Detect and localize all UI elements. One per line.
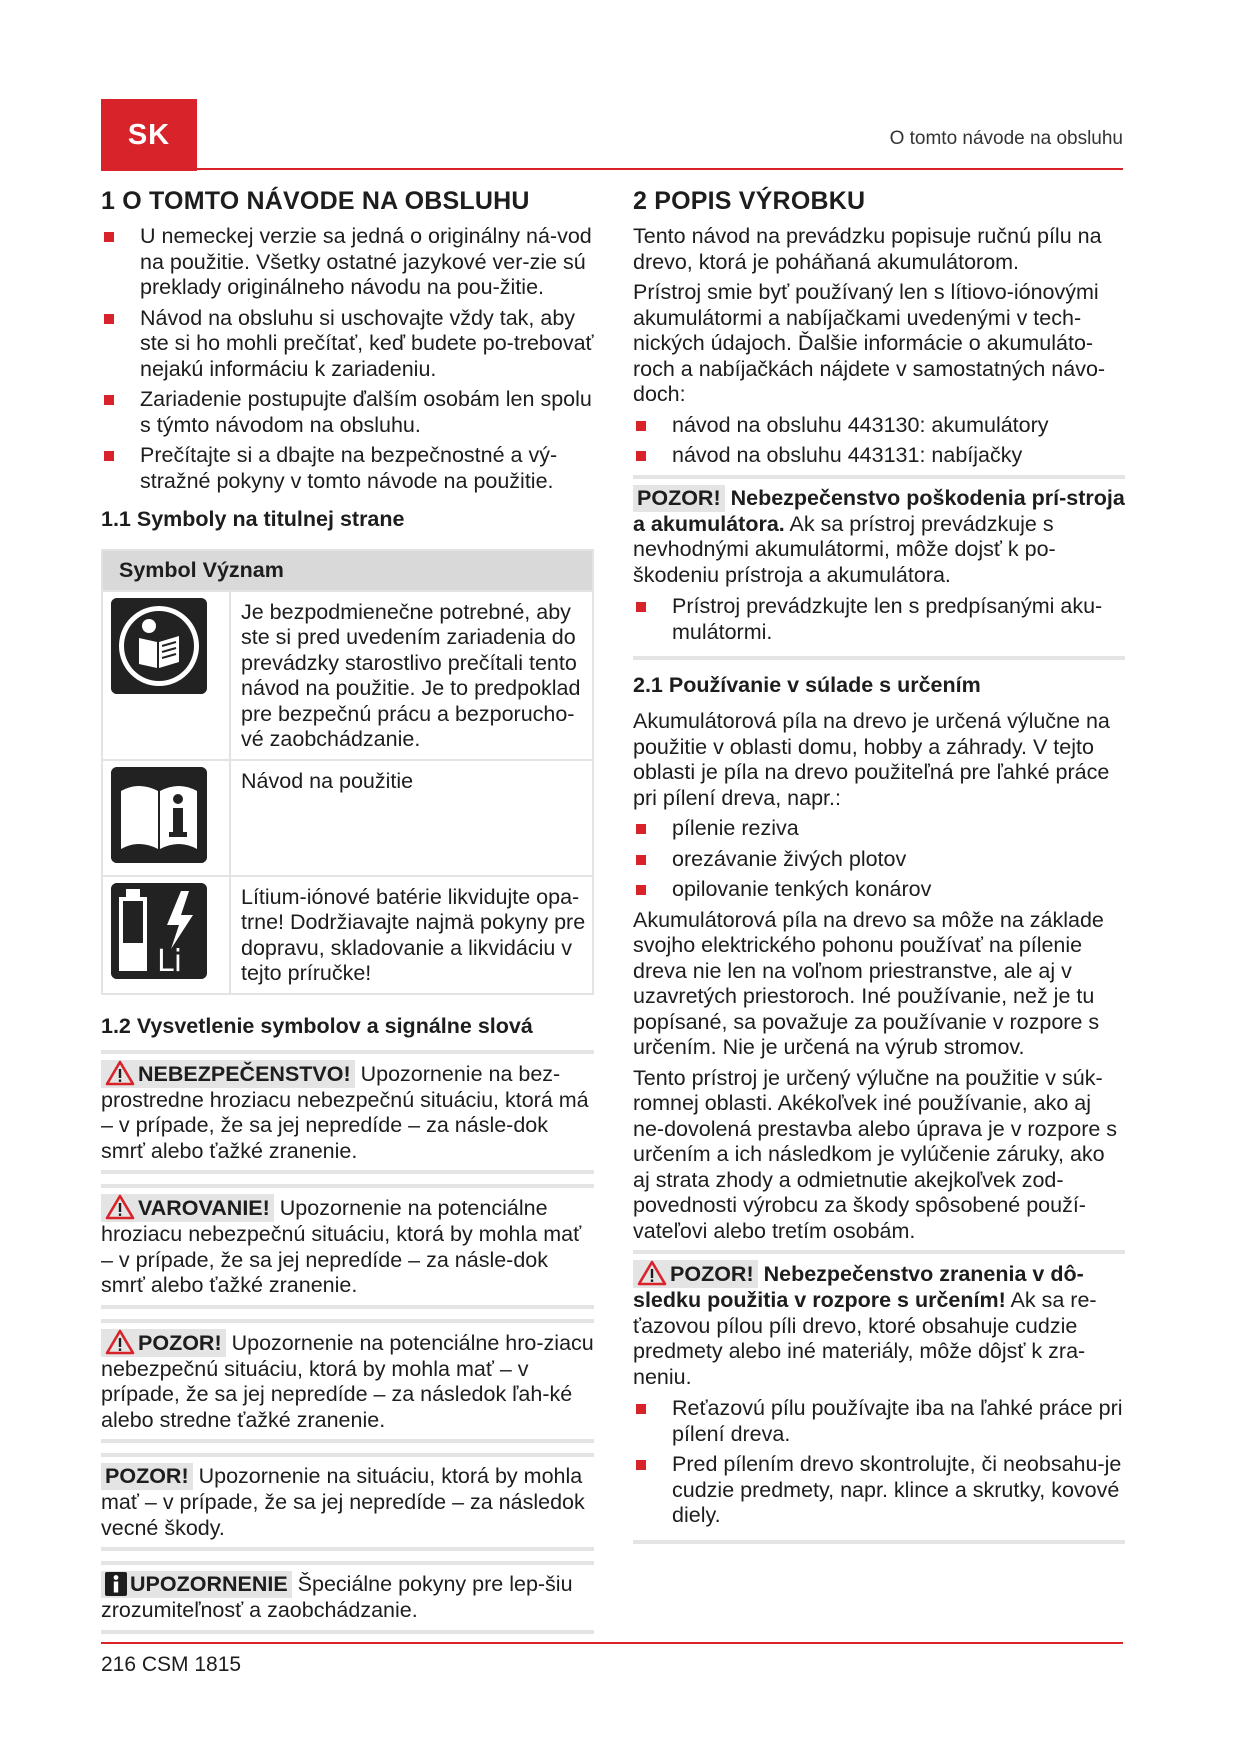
warning-triangle-icon (105, 1060, 135, 1086)
damage-notice: POZOR! Nebezpečenstvo poškodenia prí-stroja a akumulátora. Ak sa prístroj prevádzkuje s nevhodnými akumulátormi, môže dojsť k po-škodeniu prístroja a akumulátora. Prístroj prevádzkujte len s predpísanými aku-mulátormi. (633, 475, 1125, 661)
table-row (102, 876, 593, 994)
info-notice: UPOZORNENIE Špeciálne pokyny pre lep-šiu zrozumiteľnosť a zaobchádzanie. (101, 1561, 594, 1634)
read-manual-icon (111, 598, 207, 694)
section-2-1-heading: 2.1 Používanie v súlade s určením (633, 673, 981, 697)
list-item: Pred pílením drevo skontrolujte, či neobsahu-je cudzie predmety, napr. klince a skrutky, kovové diely. (633, 1452, 1125, 1529)
signal-word: VAROVANIE! (101, 1194, 274, 1222)
list-item: Prečítajte si a dbajte na bezpečnostné a vý-stražné pokyny v tomto návode na použitie. (101, 443, 594, 494)
list-item: Reťazovú pílu používajte iba na ľahké práce pri pílení dreva. (633, 1396, 1125, 1447)
table-cell: Lítium-iónové batérie likvidujte opa-trne! Dodržiavajte najmä pokyny pre dopravu, skladovanie a likvidáciu v tejto príručke! (230, 876, 593, 994)
bullet-square-icon (636, 602, 646, 612)
warning-triangle-icon (105, 1329, 135, 1355)
notice-list (633, 1396, 1125, 1529)
property-damage-notice: POZOR! Upozornenie na situáciu, ktorá by mohla mať – v prípade, že sa jej nepredíde – za následok vecné škody. (101, 1453, 594, 1551)
signal-word: POZOR! (101, 1463, 193, 1490)
signal-word: UPOZORNENIE (101, 1571, 292, 1598)
table-cell: Návod na použitie (230, 760, 593, 876)
bullet-square-icon (104, 232, 114, 242)
table-header: Symbol Význam (102, 550, 593, 591)
list-item: orezávanie živých plotov (633, 847, 1125, 873)
signal-word: POZOR! (633, 1260, 758, 1288)
list-item: opilovanie tenkých konárov (633, 877, 1125, 903)
table-row (102, 760, 593, 876)
paragraph: Akumulátorová píla na drevo je určená výlučne na použitie v oblasti domu, hobby a záhrady. V tejto oblasti je píla na drevo použiteľná pre ľahké práce pri pílení dreva, napr.: (633, 709, 1110, 810)
info-book-icon (111, 767, 207, 863)
bullet-square-icon (104, 314, 114, 324)
list-item: Prístroj prevádzkujte len s predpísanými aku-mulátormi. (633, 594, 1125, 645)
bullet-square-icon (636, 824, 646, 834)
paragraph: Akumulátorová píla na drevo sa môže na základe svojho elektrického pohonu používať na pílenie dreva nie len na voľnom priestranstve, ale aj v uzavretých priestoroch. Iné používanie, než je tu popísané, sa považuje za používanie v rozpore s určením. Nie je určená na výrub stromov. (633, 907, 1104, 1059)
bullet-square-icon (636, 451, 646, 461)
bullet-square-icon (636, 885, 646, 895)
li-ion-battery-icon (111, 883, 207, 979)
table-row (102, 591, 593, 760)
list-item: Zariadenie postupujte ďalším osobám len spolu s týmto návodom na obsluhu. (101, 387, 594, 438)
caution-notice: POZOR! Upozornenie na potenciálne hro-ziacu nebezpečnú situáciu, ktorá by mohla mať – v prípade, že sa jej nepredíde – za následok ľah-ké alebo stredne ťažké zranenie. (101, 1319, 594, 1444)
signal-word: POZOR! (101, 1329, 226, 1357)
footer-divider (101, 1642, 1123, 1644)
manuals-list (633, 413, 1125, 469)
section-1-2-heading: 1.2 Vysvetlenie symbolov a signálne slová (101, 1013, 533, 1038)
use-list (633, 816, 1125, 903)
list-item: návod na obsluhu 443131: nabíjačky (633, 443, 1125, 469)
header-divider (101, 168, 1123, 170)
bullet-square-icon (636, 421, 646, 431)
bullet-square-icon (636, 855, 646, 865)
page-number: 216 CSM 1815 (101, 1653, 242, 1676)
left-column (101, 186, 594, 1644)
table-cell: Je bezpodmienečne potrebné, aby ste si pred uvedením zariadenia do prevádzky starostlivo prečítali tento návod na použitie. Je to predpoklad pre bezpečnú prácu a bezporucho-vé zaobchádzanie. (230, 591, 593, 760)
bullet-square-icon (636, 1460, 646, 1470)
warning-triangle-icon (637, 1260, 667, 1286)
list-item: U nemeckej verzie sa jedná o originálny ná-vod na použitie. Všetky ostatné jazykové ver-zie sú preklady originálneho návodu na pou-žitie. (101, 224, 594, 301)
section-1-1-heading: 1.1 Symboly na titulnej strane (101, 507, 405, 531)
paragraph: Tento prístroj je určený výlučne na použitie v súk-romnej oblasti. Akékoľvek iné používanie, ako aj ne-dovolená prestavba alebo úprava je v rozpore s určením a ich následkom je vylúčenie záruky, ako aj strata zhody a odmietnutie akejkoľvek zod-povednosti výrobcu za škody spôsobené použí-vateľovi alebo tretím osobám. (633, 1065, 1118, 1243)
warning-triangle-icon (105, 1194, 135, 1220)
list-item: pílenie reziva (633, 816, 1125, 842)
signal-word: POZOR! (633, 485, 725, 512)
danger-notice: NEBEZPEČENSTVO! Upozornenie na bez-prostredne hroziacu nebezpečnú situáciu, ktorá má – v prípade, že sa jej nepredíde – za násle-dok smrť alebo ťažké zranenie. (101, 1050, 594, 1175)
misuse-notice: POZOR! Nebezpečenstvo zranenia v dô-sledku použitia v rozpore s určením! Ak sa re-ťazovou pílou píli drevo, ktoré obsahuje cudzie predmety alebo iné materiály, môže dôjsť k zra-neniu. Reťazovú pílu používajte iba na ľahké práce pri pílení dreva. Pred pílením drevo skontrolujte, či neobsahu-je cudzie predmety, napr. klince a skrutky, kovové diely. (633, 1250, 1125, 1544)
notice-list (633, 594, 1125, 645)
intro-list (101, 224, 594, 494)
warning-notice: VAROVANIE! Upozornenie na potenciálne hroziacu nebezpečnú situáciu, ktorá by mohla mať – v prípade, že sa jej nepredíde – za násle-dok smrť alebo ťažké zranenie. (101, 1184, 594, 1309)
section-1-heading: 1 O TOMTO NÁVODE NA OBSLUHU (101, 187, 530, 215)
bullet-square-icon (104, 395, 114, 405)
bullet-square-icon (104, 451, 114, 461)
svg-text:Li: Li (157, 943, 183, 979)
bullet-square-icon (636, 1404, 646, 1414)
symbols-table (101, 549, 594, 995)
paragraph: Tento návod na prevádzku popisuje ručnú pílu na drevo, ktorá je poháňaná akumulátorom. (633, 224, 1102, 274)
list-item: návod na obsluhu 443130: akumulátory (633, 413, 1125, 439)
info-icon (105, 1572, 127, 1596)
paragraph: Prístroj smie byť používaný len s lítiovo-iónovými akumulátormi a nabíjačkami uvedenými v tech-nických údajoch. Ďalšie informácie o akumuláto-roch a nabíjačkách nájdete v samostatných návo-doch: (633, 280, 1106, 406)
right-column (633, 186, 1125, 1554)
header-section-title: O tomto návode na obsluhu (889, 128, 1123, 149)
language-tab: SK (101, 99, 197, 171)
list-item: Návod na obsluhu si uschovajte vždy tak, aby ste si ho mohli prečítať, keď budete po-trebovať nejakú informáciu k zariadeniu. (101, 306, 594, 383)
signal-word: NEBEZPEČENSTVO! (101, 1060, 355, 1088)
section-2-heading: 2 POPIS VÝROBKU (633, 187, 866, 215)
